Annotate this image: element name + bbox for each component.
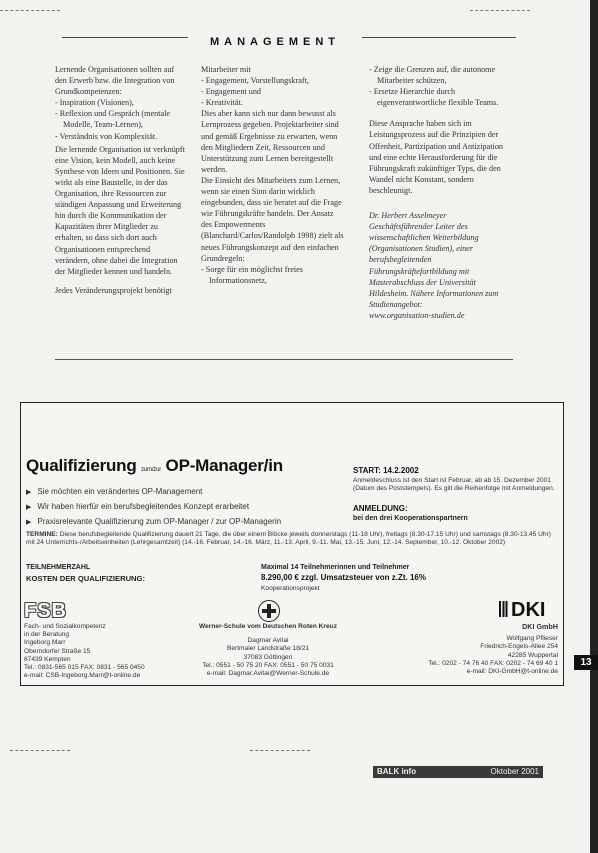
dki-contact [396, 623, 558, 676]
scan-mark-top-right [470, 10, 530, 11]
ad-start-text: Anmeldeschluss ist den Start ist Februar, ab ab 15. Dezember 2001 (Datum des Poststempels). Es gilt die Reihenfolge mit Anmeldungen. [353, 477, 555, 493]
ad-kosten-note: Kooperationsprojekt [261, 585, 320, 592]
dki-person: Wolfgang Pflieser [506, 635, 558, 643]
ad-title [26, 456, 283, 476]
fsb-tel: Tel.: 0831-565 015 FAX: 0831 - 565 0450 [24, 664, 145, 672]
article-column-2 [201, 64, 344, 286]
col1-paragraph-3: Jedes Veränderungsprojekt benötigt [55, 285, 172, 295]
col2-list [201, 75, 344, 108]
col2-paragraph-3: Die Einsicht des Mitarbeiters zum Lernen, wenn sie einen Sinn darin wirklich eingebunden, dass sie beratet auf die Frage wie Führungskräfte handeln. Der Ansatz des Empowerments (Blanchard/Carlos/Randolph 1998) zielt als neues Führungskonzept auf den einfachen Grundregeln: [201, 175, 344, 263]
ad-termine-text: Diese berufsbegleitende Qualifizierung dauert 21 Tage, die über einem Blöcke jeweils donnerstags (11-18 Uhr), freitags (8.30-17.15 Uhr) und samstags (8.30-13.45 Uhr) mit 24 Unterrichts-/Arbeitseinheiten (Lehrgesamtzeit) (14.-16. Februar, 14.-16. März, 11.-13. April, 9.-11. Mai, 13.-15. Juni, 12.-14. September, 10.-12. Oktober 2002) [26, 531, 551, 547]
drk-city: 37083 Göttingen [243, 653, 293, 661]
list-item: - Engagement, Vorstellungskraft, [201, 76, 309, 86]
col2-paragraph-1: Mitarbeiter mit [201, 65, 251, 74]
footer-magazine: BALK info [377, 767, 417, 776]
drk-person: Dagmar Avitai [247, 637, 289, 645]
page-number: 13 [574, 655, 598, 670]
ad-start-date: START: 14.2.2002 [353, 466, 419, 475]
ad-bullet-text: Wir haben hierfür ein berufsbegleitendes Konzept erarbeitet [37, 502, 250, 511]
scan-mark-bottom [10, 750, 70, 751]
ad-teilnehmer-value: Maximal 14 Teilnehmerinnen und Teilnehmer [261, 564, 410, 571]
ad-termine [26, 531, 558, 547]
advertisement-box [20, 402, 564, 686]
ad-bullet [26, 487, 202, 496]
dki-street: Friedrich-Engels-Allee 254 [480, 643, 558, 651]
col1-paragraph-1: Lernende Organisationen sollten auf den Erwerb bzw. die Integration von Grundkompetenzen: [55, 65, 175, 97]
ad-bullet-text: Sie möchten ein verändertes OP-Management [37, 487, 203, 496]
ad-title-op-manager: OP-Manager/in [165, 456, 283, 475]
author-bio: Geschäftsführender Leiter des wissenschaftlichen Weiterbildung (Organisationen Studien), einer berufsbegleitenden Führungskräftefortbildung mit Masterabschluss der Universität Hildesheim. Nähere Informationen zum Studienangebot: [369, 222, 499, 309]
list-item: - Inspiration (Visionen), [55, 98, 134, 108]
dki-bars-icon [499, 601, 509, 617]
article-bottom-rule [55, 359, 513, 360]
fsb-subtitle-2: in der Beratung [24, 631, 70, 639]
col1-paragraph-2: Die lernende Organisation ist verknüpft eine Vision, kein Modell, auch keine Synthese von Ideen und Positionen. Sie wirkt als eine Baustelle, in der das Organisation, ihre Ressourcen zur ständigen Anpassung und Erweiterung hin durch die Kommunikation der Kapazitäten ihrer Mitglieder zu erhalten, so dass sich dort auch Organisationen entsprechend verändern, ohne dabei die Integration der Mitglieder kennen und handeln. [55, 144, 185, 276]
ad-bullet [26, 517, 281, 526]
ad-anmeldung-label: ANMELDUNG: [353, 504, 408, 513]
ad-title-connector: zum/zur [141, 467, 162, 473]
drk-street: Bertmaier Landstraße 18/21 [226, 645, 310, 653]
drk-email: e-mail: Dagmar.Avitai@Werner-Schule.de [206, 670, 330, 678]
footer-bar [373, 766, 543, 778]
list-item: - Verständnis von Komplexität. [55, 131, 158, 141]
col3-paragraph-1: Diese Ansprache haben sich im Leistungsprozess auf die Prinzipien der Offenheit, Partizipation und Antizipation und eine echte Herausforderung für die Führungskraft zukünftiger Typs, die den Wandel nicht Konstant, sondern beschleunigt. [369, 119, 504, 195]
arrow-right-icon: ▶ [26, 489, 32, 496]
scan-mark-bottom-mid [250, 750, 310, 751]
author-url[interactable]: www.organisation-studien.de [369, 310, 465, 320]
red-cross-icon [258, 600, 280, 622]
ad-termine-label: TERMINE: [26, 531, 58, 538]
col1-list [55, 97, 186, 141]
col2-list-2 [201, 264, 344, 286]
fsb-subtitle-1: Fach- und Sozialkompetenz [24, 623, 106, 630]
col3-list [369, 64, 511, 108]
fsb-contact [24, 623, 204, 680]
dki-city: 42285 Wuppertal [507, 651, 558, 659]
ad-bullet [26, 502, 249, 511]
article-column-1 [55, 64, 186, 304]
page-edge [590, 0, 598, 853]
author-name: Dr. Herbert Asselmeyer [369, 211, 447, 221]
scan-mark-top [0, 10, 60, 11]
col2-paragraph-2: Dies aber kann sich nur dann bewusst als Lernprozess gegeben. Projektarbeiter sind und gemäß Ergebnisse zu erwarten, wenn den Mitgliedern Zeit, Ressourcen und Unterstützung zum Lernen bereitgestellt werden. [201, 109, 339, 174]
article-column-3 [369, 64, 511, 321]
dki-logo-text: DKI [511, 599, 546, 621]
ad-teilnehmer-label: TEILNEHMERZAHL [26, 564, 91, 571]
arrow-right-icon: ▶ [26, 504, 32, 511]
fsb-name: Ingeborg Marr [24, 639, 66, 647]
header-rule-right [362, 37, 516, 38]
list-item: - Ersetze Hierarchie durch eigenverantwortliche flexible Teams. [369, 87, 499, 108]
list-item: - Engagement und [201, 87, 262, 97]
fsb-email: e-mail: CSB-Ingeborg.Marr@t-online.de [24, 672, 141, 680]
drk-tel: Tel.: 0551 - 50 75 20 FAX: 0551 - 50 75 0031 [202, 661, 334, 669]
list-item: - Kreativität. [201, 98, 243, 108]
arrow-right-icon: ▶ [26, 519, 32, 526]
list-item: - Reflexion und Gespräch (mentale Modelle, Team-Lernen), [55, 109, 171, 130]
fsb-street: Oberndorfer Straße 15 [24, 647, 91, 655]
list-item: - Sorge für ein möglichst freies Informationsnetz, [201, 264, 303, 285]
drk-contact [193, 623, 343, 678]
dki-logo [499, 599, 545, 622]
dki-email: e-mail: DKI-GmbH@t-online.de [466, 668, 558, 676]
dki-tel: Tel.: 0202 - 74 76 40 FAX: 0202 - 74 69 40 1 [428, 659, 558, 667]
list-item: - Zeige die Grenzen auf, die autonome Mitarbeiter schützen, [369, 65, 496, 86]
ad-bullet-text: Praxisrelevante Qualifizierung zum OP-Manager / zur OP-Managerin [37, 517, 282, 526]
fsb-logo: FSB [24, 600, 67, 622]
section-header: MANAGEMENT [209, 36, 341, 48]
header-rule-left [62, 37, 188, 38]
dki-company: DKI GmbH [522, 622, 558, 631]
ad-kosten-label: KOSTEN DER QUALIFIZIERUNG: [26, 574, 145, 583]
drk-name: Werner-Schule vom Deutschen Roten Kreuz [198, 623, 337, 630]
ad-anmeldung-text: bei den drei Kooperationspartnern [353, 515, 468, 522]
ad-title-qualifizierung: Qualifizierung [26, 456, 137, 475]
fsb-city: 87439 Kempten [24, 655, 71, 663]
footer-issue: Oktober 2001 [490, 767, 539, 776]
ad-kosten-value: 8.290,00 € zzgl. Umsatzsteuer von z.Zt. 16% [261, 573, 426, 582]
